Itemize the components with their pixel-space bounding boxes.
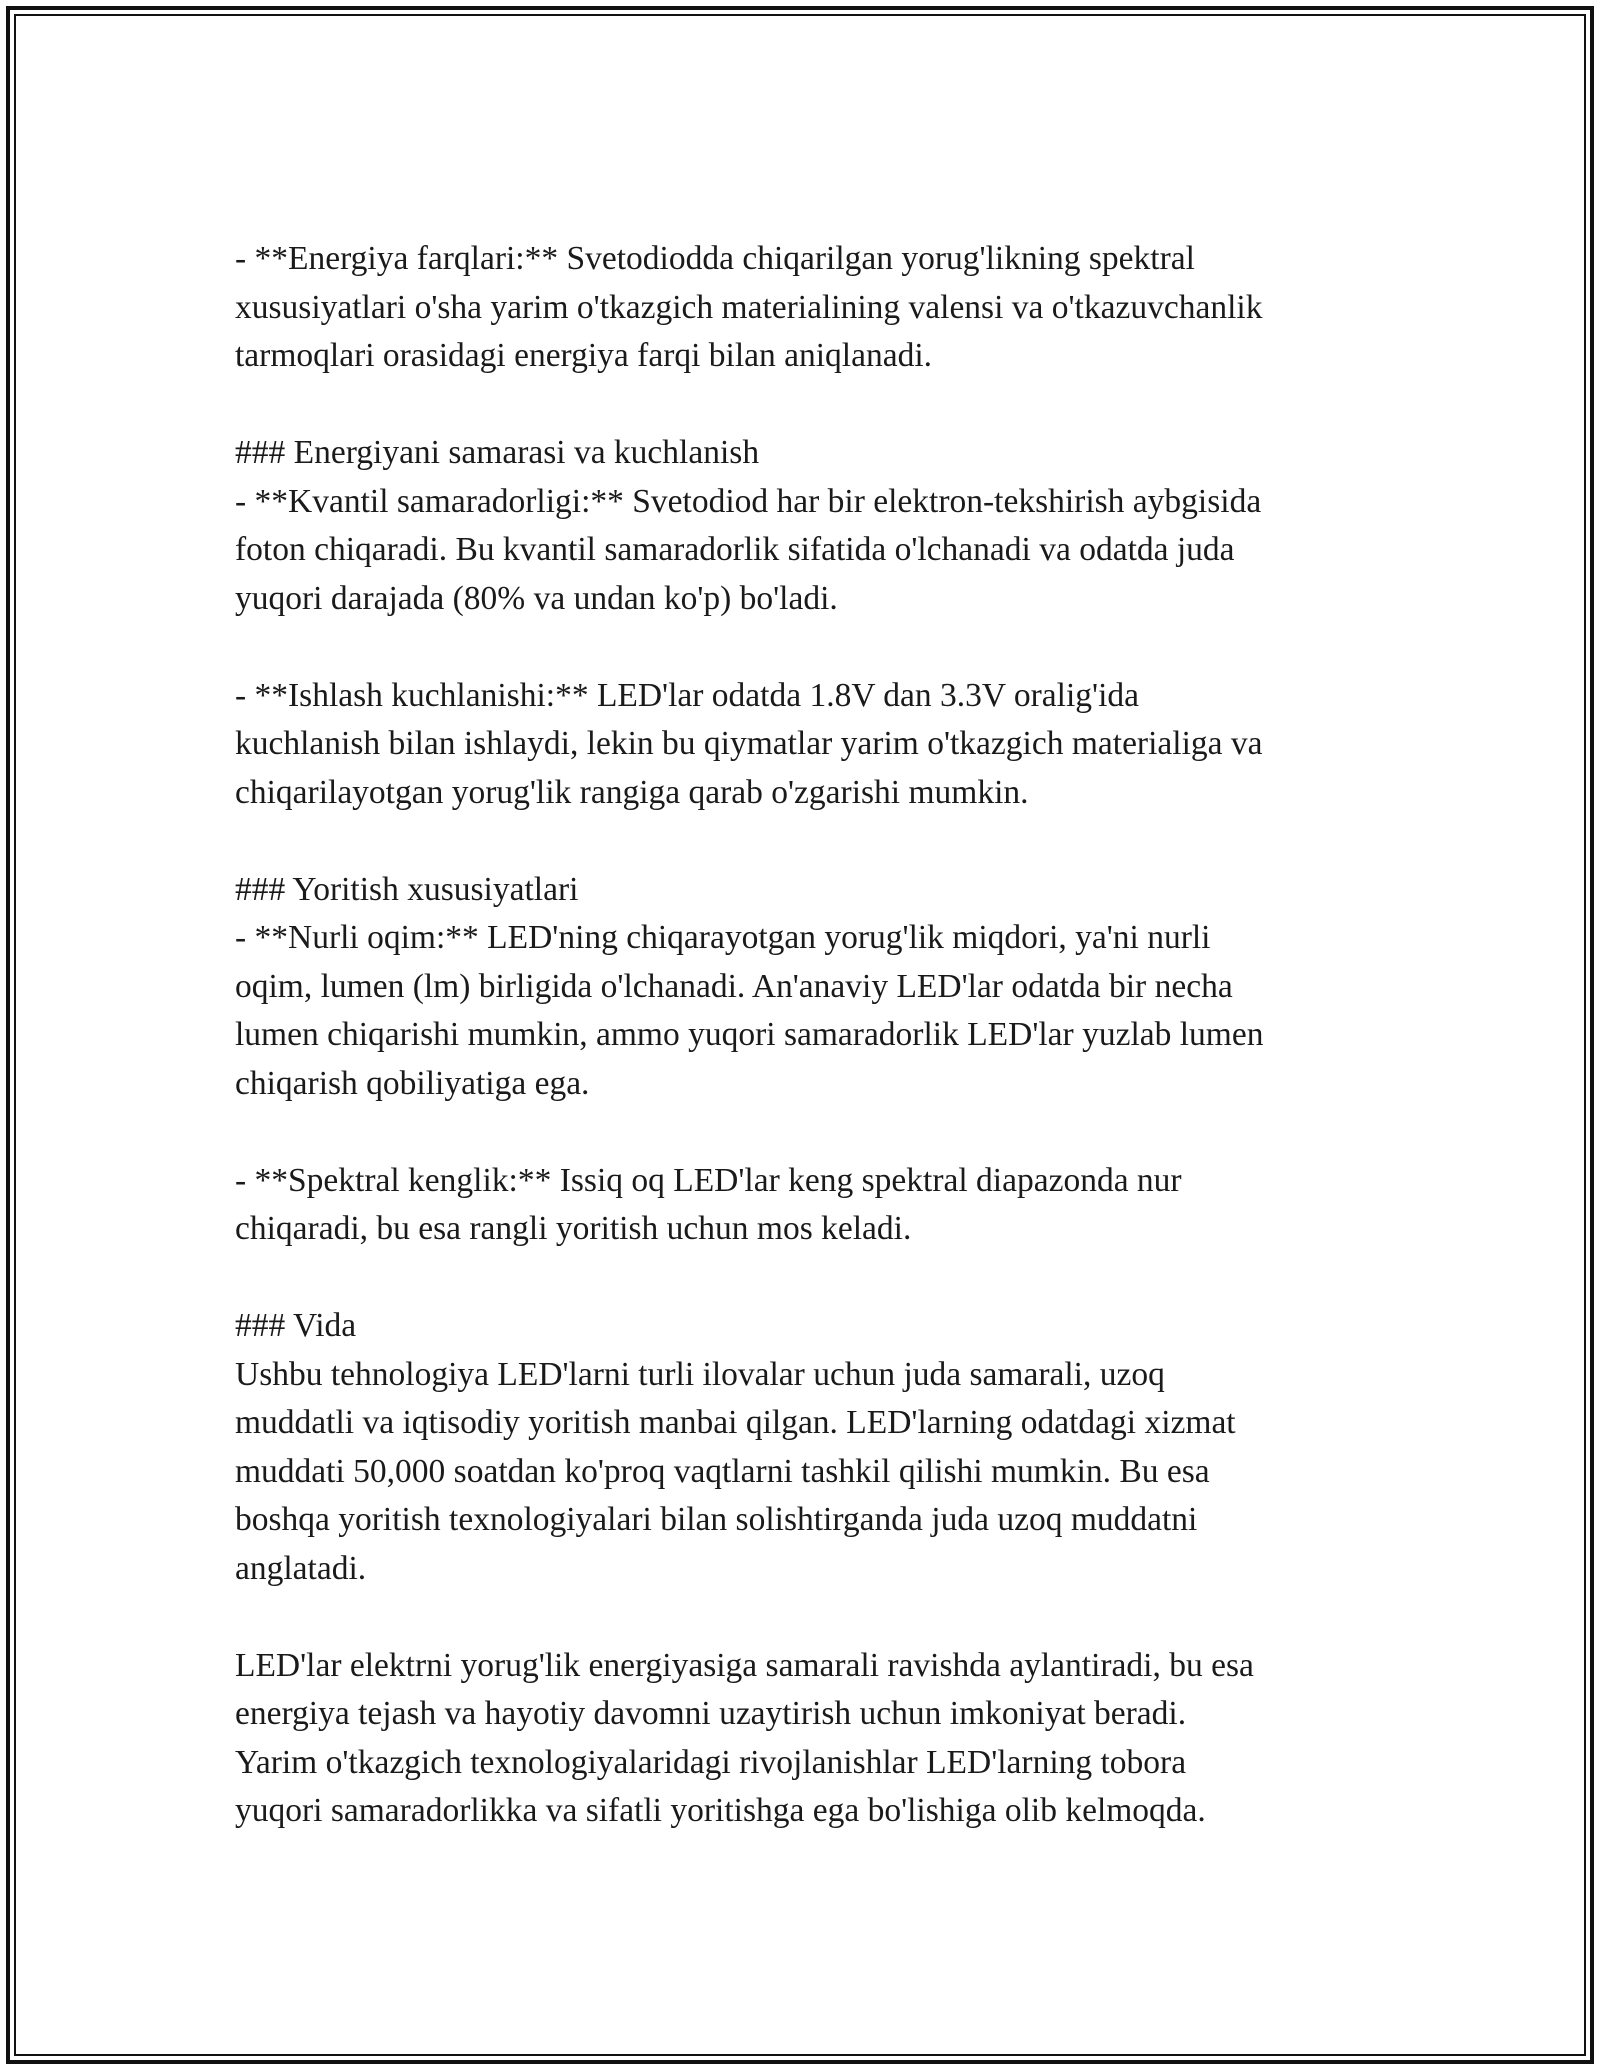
text-line: boshqa yoritish texnologiyalari bilan solishtirganda juda uzoq muddatni: [235, 1501, 1198, 1538]
section-heading: ### Yoritish xususiyatlari: [235, 870, 579, 908]
text-line: chiqarish qobiliyatiga ega.: [235, 1064, 590, 1102]
text-line: yuqori samaradorlikka va sifatli yoritishga ega bo'lishiga olib kelmoqda.: [235, 1792, 1206, 1829]
paragraph-gap: [235, 381, 1385, 430]
text-line: oqim, lumen (lm) birligida o'lchanadi. An'anaviy LED'lar odatda bir necha: [235, 967, 1233, 1005]
section-vida: [235, 1302, 1385, 1593]
text-line: anglatadi.: [235, 1549, 367, 1587]
text-line: lumen chiqarishi mumkin, ammo yuqori samaradorlik LED'lar yuzlab lumen: [235, 1016, 1264, 1053]
text-line: - **Nurli oqim:** LED'ning chiqarayotgan yorug'lik miqdori, ya'ni nurli: [235, 919, 1211, 956]
section-heading: ### Energiyani samarasi va kuchlanish: [235, 434, 760, 471]
text-line: muddatli va iqtisodiy yoritish manbai qilgan. LED'larning odatdagi xizmat: [235, 1404, 1236, 1441]
section-lighting-properties: [235, 866, 1385, 1109]
text-line: - **Energiya farqlari:** Svetodiodda chiqarilgan yorug'likning spektral: [235, 240, 1195, 277]
text-line: tarmoqlari orasidagi energiya farqi bilan aniqlanadi.: [235, 337, 933, 374]
text-line: - **Spektral kenglik:** Issiq oq LED'lar keng spektral diapazonda nur: [235, 1161, 1182, 1199]
paragraph-spectral-width: [235, 1157, 1385, 1254]
text-line: Yarim o'tkazgich texnologiyalaridagi rivojlanishlar LED'larning tobora: [235, 1743, 1187, 1781]
text-line: kuchlanish bilan ishlaydi, lekin bu qiymatlar yarim o'tkazgich materialiga va: [235, 725, 1263, 762]
section-energy-efficiency: [235, 429, 1385, 623]
paragraph-conclusion: [235, 1642, 1385, 1836]
text-line: LED'lar elektrni yorug'lik energiyasiga samarali ravishda aylantiradi, bu esa: [235, 1646, 1254, 1684]
paragraph-gap: [235, 817, 1385, 866]
paragraph-operating-voltage: [235, 672, 1385, 818]
text-line: muddati 50,000 soatdan ko'proq vaqtlarni tashkil qilishi mumkin. Bu esa: [235, 1452, 1210, 1490]
text-line: energiya tejash va hayotiy davomni uzaytirish uchun imkoniyat beradi.: [235, 1695, 1187, 1732]
text-line: chiqaradi, bu esa rangli yoritish uchun mos keladi.: [235, 1210, 912, 1247]
text-line: - **Kvantil samaradorligi:** Svetodiod har bir elektron-tekshirish aybgisida: [235, 482, 1262, 520]
text-line: yuqori darajada (80% va undan ko'p) bo'ladi.: [235, 579, 838, 617]
text-line: Ushbu tehnologiya LED'larni turli ilovalar uchun juda samarali, uzoq: [235, 1355, 1165, 1393]
text-line: xususiyatlari o'sha yarim o'tkazgich materialining valensi va o'tkazuvchanlik: [235, 288, 1263, 326]
section-heading: ### Vida: [235, 1307, 357, 1344]
paragraph-gap: [235, 1593, 1385, 1642]
text-line: - **Ishlash kuchlanishi:** LED'lar odatda 1.8V dan 3.3V oralig'ida: [235, 676, 1139, 714]
document-body: [235, 235, 1385, 1836]
paragraph-energy-differences: [235, 235, 1385, 381]
text-line: foton chiqaradi. Bu kvantil samaradorlik sifatida o'lchanadi va odatda juda: [235, 531, 1235, 568]
paragraph-gap: [235, 623, 1385, 672]
text-line: chiqarilayotgan yorug'lik rangiga qarab o'zgarishi mumkin.: [235, 773, 1029, 811]
paragraph-gap: [235, 1254, 1385, 1303]
paragraph-gap: [235, 1108, 1385, 1157]
